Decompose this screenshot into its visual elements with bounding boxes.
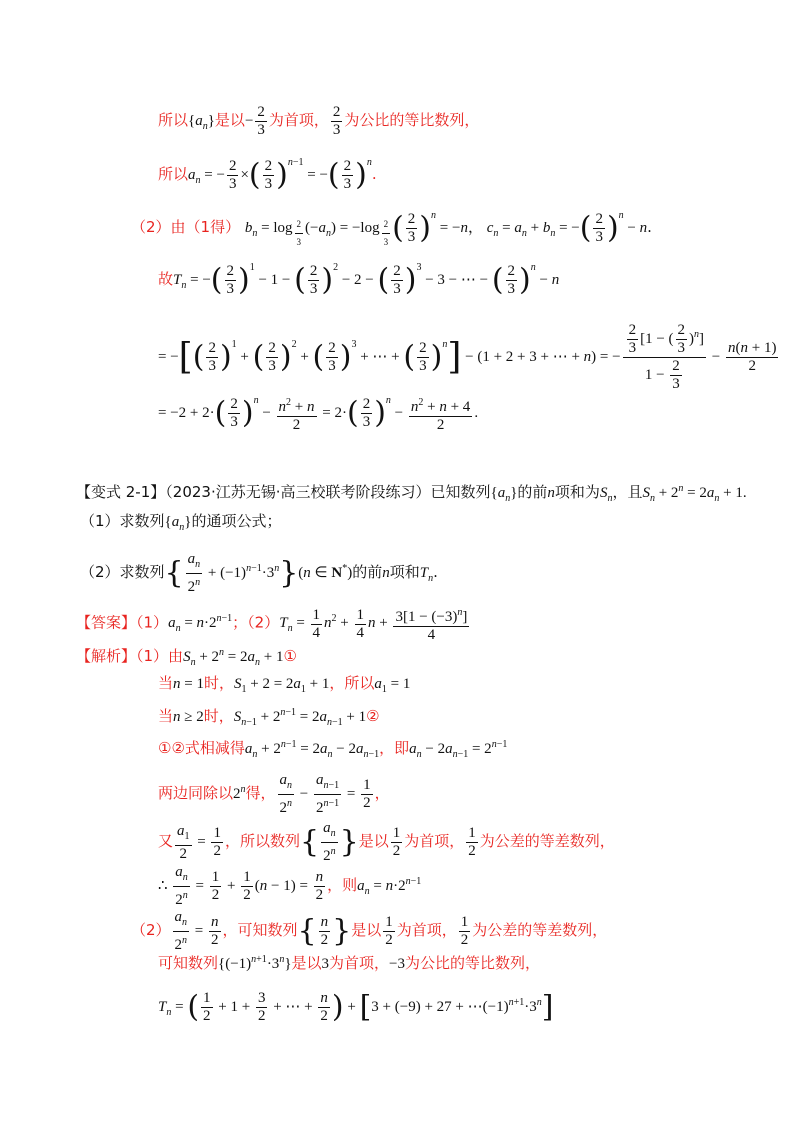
math: $\frac{2}{3}$ — [332, 104, 341, 138]
line-also — [158, 820, 615, 865]
line-n2 — [158, 702, 380, 734]
math: $\{a_n\}$ — [490, 485, 518, 504]
text: ，则 — [327, 875, 358, 894]
math: $\frac{a_n}{2^n}$ − $\frac{a_{n-1}}{2^{n-1}}$ = $\frac{1}{2}$ — [279, 772, 371, 816]
text: 可知数列 — [158, 954, 219, 972]
text: （1） — [136, 613, 169, 632]
math: = −2 + 2·( $\frac{2}{3}$ )$^n$ − $\frac{n^2 + n}{2}$ = 2·( $\frac{2}{3}$ )$^n$ − $\frac{n^2 + n + 4}{2}$ . — [158, 395, 479, 433]
question-1 — [80, 510, 281, 539]
text: 的前 — [352, 562, 383, 581]
math: −3 — [389, 956, 406, 972]
math: 3 — [321, 956, 330, 972]
math: $\{a_n\}$ — [164, 514, 192, 533]
text: ，所以 — [329, 674, 375, 692]
math: n = 1 — [173, 676, 204, 692]
math: $\{(-1)^{n+1}\cdot 3^n\}$ — [218, 954, 292, 972]
math: n ≥ 2 — [173, 709, 204, 725]
math: $\frac{1}{2}$ — [385, 914, 393, 948]
math: { $\frac{a_n}{2^n}$ + $(-1)^{n-1}\cdot 3^n\}(n$ ∈ N*) — [164, 551, 353, 595]
answer-tag: 【答案】 — [76, 613, 137, 632]
question-2: （2）求数列{ $\frac{a_n}{2^n}$ + $(-1)^{n-1}\cdot 3^n\}(n$ ∈ N*)的前n项和$T_n$. — [80, 551, 438, 595]
text: ，所以数列 — [224, 831, 300, 850]
text: ，可知数列 — [222, 920, 298, 939]
math: $T_n$ = ( $\frac{1}{2}$ + 1 + $\frac{3}{2}$ + ⋯ + $\frac{n}{2}$ ) + $[3 + (-9) + 27 + \cdots(-1)^{n+1}\cdot 3^n]$ — [158, 989, 554, 1025]
line-n1 — [158, 672, 410, 701]
text: . — [647, 218, 652, 236]
math: $\frac{1}{2}$ — [468, 825, 476, 859]
text: （1）由 — [136, 647, 184, 665]
math: $S_n + 2^n = 2a_n + 1$. — [642, 483, 747, 504]
text: 为首项， — [329, 954, 390, 972]
text: （2023·江苏无锡·高三校联考阶段练习）已知数列 — [165, 483, 491, 501]
solution-start — [76, 642, 297, 674]
text: ；（2） — [232, 613, 280, 632]
math: $b_n = \log$ $_{\frac{2}{3}}$ $(-a_n) = -\log$ $_{\frac{2}{3}}$ ( $\frac{2}{3}$ )$^n$ = −n — [244, 210, 468, 248]
math: $\frac{a_1}{2}$ = $\frac{1}{2}$ — [177, 822, 221, 862]
text: 是以 — [214, 110, 245, 129]
text: 时， — [203, 707, 234, 725]
math: $a_n - 2a_{n-1} = 2^{n-1}$ — [409, 739, 508, 760]
line-sum — [158, 322, 780, 393]
text: 为公差的等差数列， — [479, 831, 615, 850]
math: { $\frac{n}{2}$ } — [297, 913, 352, 949]
text: 的前 — [517, 483, 548, 501]
line-ratio — [158, 104, 479, 139]
math: $S_1 + 2 = 2a_1 + 1$ — [234, 676, 330, 695]
text: 的通项公式； — [191, 512, 282, 530]
text: 当 — [158, 674, 174, 692]
math: $a_1 = 1$ — [374, 676, 411, 695]
math: $a_n$ = − $\frac{2}{3}$ ×( $\frac{2}{3}$ )$^{n-1}$ = −( $\frac{2}{3}$ )$^n$ — [188, 157, 372, 193]
text: 两边同除以 — [158, 783, 234, 802]
text: 当 — [158, 707, 174, 725]
text: 为公差的等差数列， — [472, 920, 608, 939]
text: 为公比的等比数列， — [344, 110, 480, 129]
solution-tag: 【解析】 — [76, 647, 137, 665]
text: 是以 — [291, 954, 322, 972]
text: ，即 — [379, 739, 410, 757]
text: ② — [366, 707, 380, 725]
text: （2） — [131, 920, 171, 939]
line-tn — [158, 257, 559, 298]
text: 为首项， — [268, 110, 329, 129]
text: 故 — [158, 270, 174, 288]
text: （2）求数列 — [80, 562, 165, 581]
variant-tag: 【变式 2-1】 — [76, 483, 166, 501]
math: = −[( $\frac{2}{3}$ )$^1$ + ( $\frac{2}{3}$ )$^2$ + ( $\frac{2}{3}$ )$^3$ + ⋯ + ( $\frac{2}{3}$ )$^n$] − (1 + 2 + 3 + ⋯ + n) = − $\frac{2}{3}$ [1 − ( $\frac{2}{3}$ )$^n$] 1 − $\frac{2}{3}$ − $\frac{n(n + 1)}{2}$ — [158, 322, 777, 392]
line-result — [158, 390, 478, 434]
line-subtract — [158, 734, 507, 766]
text: ① — [283, 647, 297, 665]
text: 项和为 — [554, 483, 600, 501]
text: 得， — [245, 783, 276, 802]
math: $S_{n-1} + 2^{n-1} = 2a_{n-1} + 1$ — [233, 707, 367, 728]
text: 所以 — [158, 110, 189, 129]
line-part2b — [131, 909, 607, 954]
math: $\frac{1}{2}$ — [392, 825, 401, 859]
math: $\{a_n\}$ — [188, 112, 215, 132]
text: 时， — [203, 674, 234, 692]
math: $S_n + 2^n = 2a_n + 1$ — [183, 647, 284, 668]
math: $\frac{1}{2}$ — [460, 914, 469, 948]
math: $T_n$ = $\frac{1}{4}$ $n^2$ + $\frac{1}{4}$ n + $\frac{3[1 - (-3)^n]}{4}$ — [279, 615, 471, 631]
math: $T_n$ = −( $\frac{2}{3}$ )$^1$ − 1 − ( $\frac{2}{3}$ )$^2$ − 2 − ( $\frac{2}{3}$ )$^3$ − 3 − ⋯ − ( $\frac{2}{3}$ )$^n$ − n — [173, 262, 560, 298]
text: 所以 — [158, 165, 189, 183]
text: 又 — [158, 831, 174, 850]
math: $a_n + 2^{n-1} = 2a_n - 2a_{n-1}$ — [244, 739, 380, 760]
math: ∴ $\frac{a_n}{2^n}$ = $\frac{1}{2}$ + $\frac{1}{2}$ (n − 1) = $\frac{n}{2}$ — [158, 864, 324, 908]
math: { $\frac{a_n}{2^n}$ } — [300, 820, 359, 864]
math: $c_n = a_n + b_n$ = −( $\frac{2}{3}$ )$^n$ − n — [486, 210, 648, 246]
line-tn-final — [158, 990, 553, 1025]
math: − $\frac{2}{3}$ — [244, 104, 265, 138]
text: 是以 — [351, 920, 382, 939]
line-part2 — [131, 205, 652, 251]
text: 为首项， — [404, 831, 465, 850]
text: 是以 — [358, 831, 389, 850]
text: （1）求数列 — [80, 512, 165, 530]
math: $\frac{a_n}{2^n}$ = $\frac{n}{2}$ — [174, 909, 219, 953]
math: 2$^n$ — [233, 783, 246, 802]
text: 为首项， — [396, 920, 457, 939]
line-therefore — [158, 864, 421, 909]
text: ， — [467, 218, 483, 236]
math: $a_n = n\cdot 2^{n-1}$ — [357, 875, 422, 897]
line-an: 所以$a_n$ = − $\frac{2}{3}$ ×( $\frac{2}{3}$ )$^{n-1}$ = −( $\frac{2}{3}$ )$^n$. — [158, 157, 377, 193]
variant-header: 【变式 2-1】（2023·江苏无锡·高三校联考阶段练习）已知数列$\{a_n\}$的前n项和为$S_n$，且$S_n + 2^n = 2a_n + 1$. — [76, 483, 747, 504]
text: ①②式相减得 — [158, 739, 245, 757]
line-divide: 两边同除以2$^n$得， $\frac{a_n}{2^n}$ − $\frac{a_{n-1}}{2^{n-1}}$ = $\frac{1}{2}$ ， — [158, 772, 390, 816]
text: 为公比的等比数列， — [405, 954, 541, 972]
text: （2）由（1得） — [131, 218, 241, 236]
text: 项和 — [389, 562, 420, 581]
answer-line — [76, 604, 471, 644]
math: $a_n = n\cdot 2^{n-1}$ — [168, 613, 233, 635]
text: ，且 — [612, 483, 643, 501]
line-geometric — [158, 949, 540, 975]
